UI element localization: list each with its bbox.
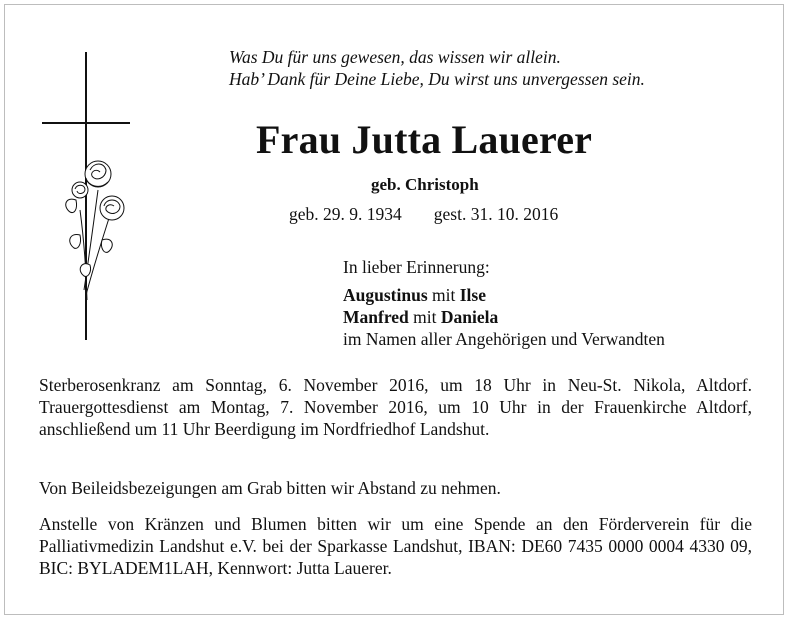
family-partner: Daniela (440, 307, 499, 327)
family-connector: mit (408, 307, 441, 327)
condolence-request: Von Beileidsbezeigungen am Grab bitten wir Abstand zu nehmen. (39, 478, 501, 498)
birth-date: geb. 29. 9. 1934 (289, 204, 402, 224)
family-connector: mit (427, 285, 460, 305)
deceased-name: Frau Jutta Lauerer (256, 117, 593, 162)
family-member: Augustinus (343, 285, 428, 305)
mourners-block (343, 256, 665, 350)
family-line (343, 284, 665, 306)
memorial-motto (229, 46, 645, 90)
cross-with-roses-icon (40, 50, 140, 350)
motto-line-1: Was Du für uns gewesen, das wissen wir allein. (229, 47, 561, 67)
family-partner: Ilse (459, 285, 486, 305)
mourners-intro: In lieber Erinnerung: (343, 257, 490, 277)
family-member: Manfred (343, 307, 409, 327)
life-dates (289, 203, 558, 225)
birth-name: geb. Christoph (371, 175, 479, 194)
mourners-closing: im Namen aller Angehörigen und Verwandten (343, 329, 665, 349)
death-date: gest. 31. 10. 2016 (433, 204, 559, 224)
donation-request: Anstelle von Kränzen und Blumen bitten wir um eine Spende an den Förderverein für die Palliativmedizin Landshut e.V. bei der Sparkasse Landshut, IBAN: DE60 7435 0000 0004 4330 09, BIC: BYLADEM1LAH, Kennwort: Jutta Lauerer. (39, 514, 752, 578)
service-details: Sterberosenkranz am Sonntag, 6. November 2016, um 18 Uhr in Neu-St. Nikola, Altdorf. Trauergottesdienst am Montag, 7. November 2016, um 10 Uhr in der Frauenkirche Altdorf, anschließend um 11 Uhr Beerdigung im Nordfriedhof Landshut. (39, 375, 752, 439)
motto-line-2: Hab’ Dank für Deine Liebe, Du wirst uns unvergessen sein. (229, 69, 645, 89)
family-line (343, 306, 665, 328)
